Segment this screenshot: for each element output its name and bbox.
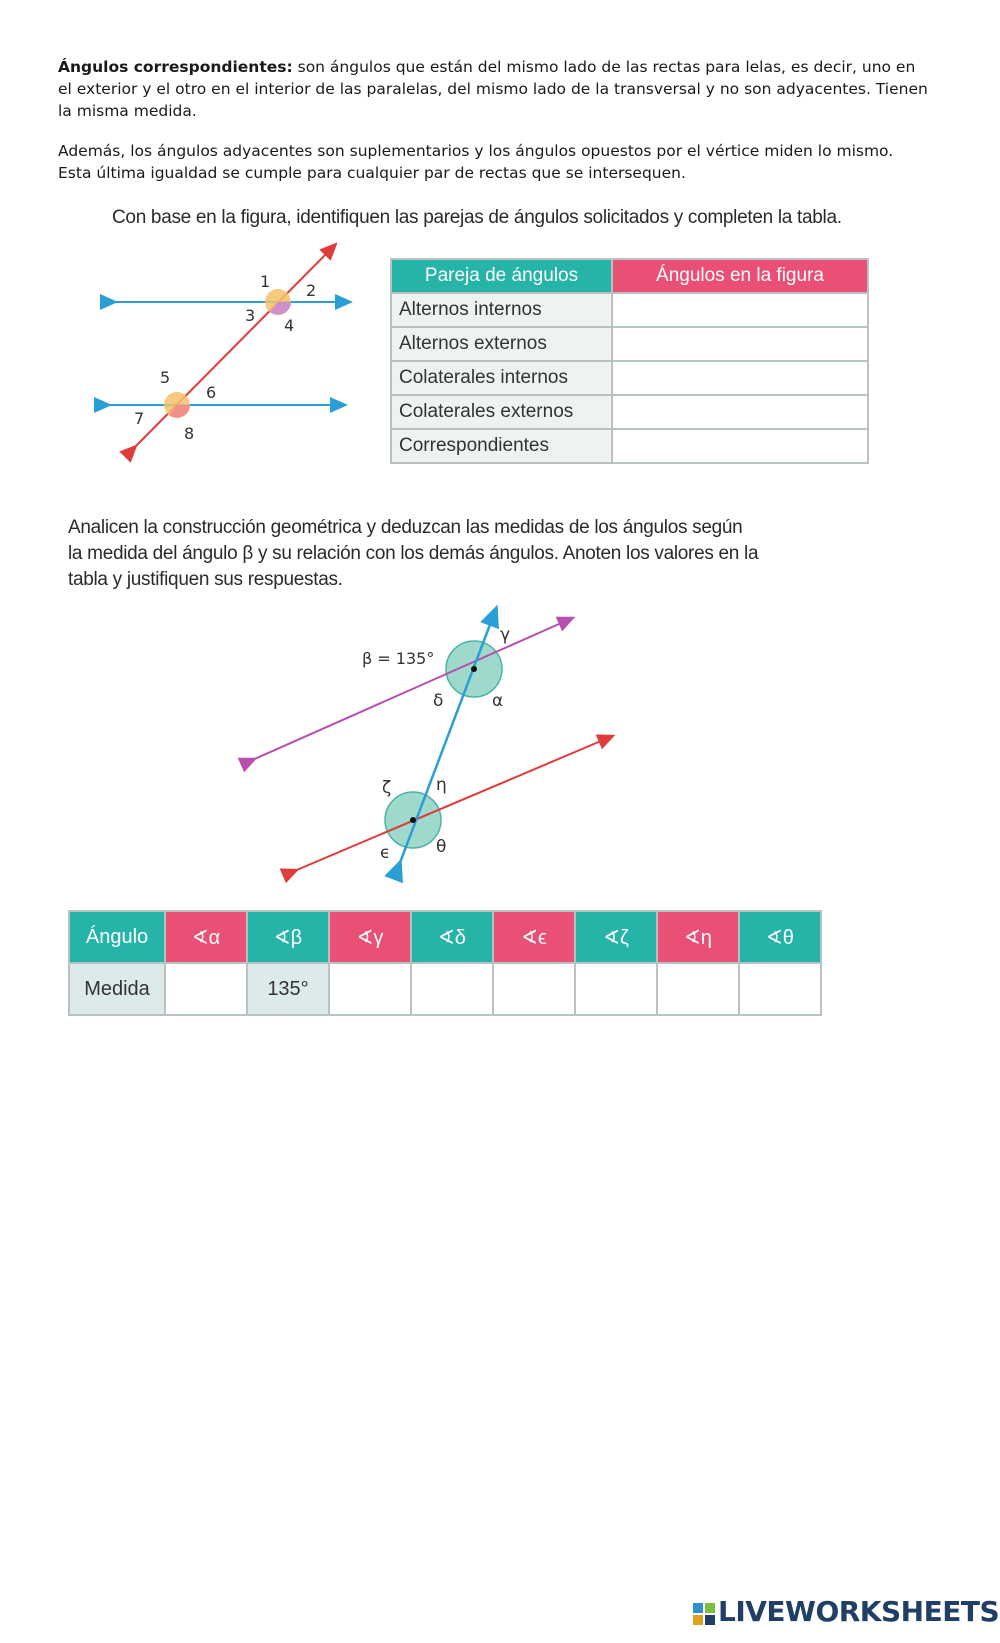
angle-header-eta: ∢η xyxy=(657,911,739,963)
eta-label: η xyxy=(436,775,447,795)
angle-label-4: 4 xyxy=(284,316,295,335)
activity2-instruction-line-1: Analicen la construcción geométrica y deduzcan las medidas de los ángulos según xyxy=(68,517,743,538)
angle-header-beta: ∢β xyxy=(247,911,329,963)
angles-header-label: Ángulo xyxy=(69,911,165,963)
angle-header-gamma: ∢γ xyxy=(329,911,411,963)
beta-label: β = 135° xyxy=(362,649,435,668)
epsilon-label: ϵ xyxy=(380,843,391,863)
measure-cell-theta[interactable] xyxy=(739,963,821,1015)
measure-cell-delta[interactable] xyxy=(411,963,493,1015)
parallel-lines-figure-2 xyxy=(250,610,630,880)
table-row xyxy=(391,395,868,429)
angle-label-6: 6 xyxy=(206,383,217,402)
pair-label: Colaterales internos xyxy=(391,361,612,395)
zeta-label: ζ xyxy=(382,778,392,798)
pair-answer-cell[interactable] xyxy=(612,429,868,463)
parallel-lines-figure-1 xyxy=(100,240,360,470)
angle-measures-table xyxy=(68,910,822,1016)
table-row xyxy=(391,327,868,361)
table-row xyxy=(69,963,821,1015)
angle-header-alpha: ∢α xyxy=(165,911,247,963)
angle-label-1: 1 xyxy=(260,272,271,291)
angle-header-delta: ∢δ xyxy=(411,911,493,963)
measure-cell-gamma[interactable] xyxy=(329,963,411,1015)
liveworksheets-logo-text: LIVEWORKSHEETS xyxy=(718,1595,1000,1628)
gamma-label: γ xyxy=(500,625,511,645)
pairs-header-figure: Ángulos en la figura xyxy=(612,259,868,293)
measure-cell-alpha[interactable] xyxy=(165,963,247,1015)
angle-label-8: 8 xyxy=(184,424,195,443)
transversal-line xyxy=(132,248,332,450)
pair-label: Alternos internos xyxy=(391,293,612,327)
table-row xyxy=(391,361,868,395)
angle-label-2: 2 xyxy=(306,281,317,300)
liveworksheets-logo-icon xyxy=(693,1603,715,1625)
pair-answer-cell[interactable] xyxy=(612,327,868,361)
definition-term: Ángulos correspondientes: xyxy=(58,58,293,76)
pair-answer-cell[interactable] xyxy=(612,361,868,395)
parallel-line-red xyxy=(292,738,608,872)
activity2-instruction-line-3: tabla y justifiquen sus respuestas. xyxy=(68,569,343,590)
activity1-instruction: Con base en la figura, identifiquen las parejas de ángulos solicitados y completen la tabla. xyxy=(112,207,842,228)
alpha-label: α xyxy=(492,691,504,711)
pair-label: Colaterales externos xyxy=(391,395,612,429)
activity2-instruction-line-2: la medida del ángulo β y su relación con los demás ángulos. Anoten los valores en la xyxy=(68,543,759,564)
pair-answer-cell[interactable] xyxy=(612,395,868,429)
parallel-line-purple xyxy=(250,620,568,761)
pair-answer-cell[interactable] xyxy=(612,293,868,327)
note-paragraph: Además, los ángulos adyacentes son suplementarios y los ángulos opuestos por el vértice miden lo mismo. Esta última igualdad se cumple para cualquier par de rectas que se intersequen. xyxy=(58,142,894,182)
angle-header-epsilon: ∢ϵ xyxy=(493,911,575,963)
definition-text: son ángulos que están del mismo lado de las rectas para lelas, es decir, uno en el exterior y el otro en el interior de las paralelas, del mismo lado de la transversal y no son adyacentes. Tienen la misma medida. xyxy=(58,58,928,120)
measure-cell-zeta[interactable] xyxy=(575,963,657,1015)
table-row xyxy=(391,429,868,463)
table-row xyxy=(391,293,868,327)
pair-label: Correspondientes xyxy=(391,429,612,463)
pairs-header-pair: Pareja de ángulos xyxy=(391,259,612,293)
delta-label: δ xyxy=(433,691,444,711)
pair-label: Alternos externos xyxy=(391,327,612,361)
definition-paragraph xyxy=(58,56,928,122)
angle-label-3: 3 xyxy=(245,306,256,325)
theta-label: θ xyxy=(436,837,447,857)
angle-pairs-table xyxy=(390,258,869,464)
measure-cell-eta[interactable] xyxy=(657,963,739,1015)
measure-cell-beta: 135° xyxy=(247,963,329,1015)
angle-header-theta: ∢θ xyxy=(739,911,821,963)
measure-cell-epsilon[interactable] xyxy=(493,963,575,1015)
angle-label-7: 7 xyxy=(134,409,145,428)
angle-label-5: 5 xyxy=(160,368,171,387)
measure-row-label: Medida xyxy=(69,963,165,1015)
angle-header-zeta: ∢ζ xyxy=(575,911,657,963)
